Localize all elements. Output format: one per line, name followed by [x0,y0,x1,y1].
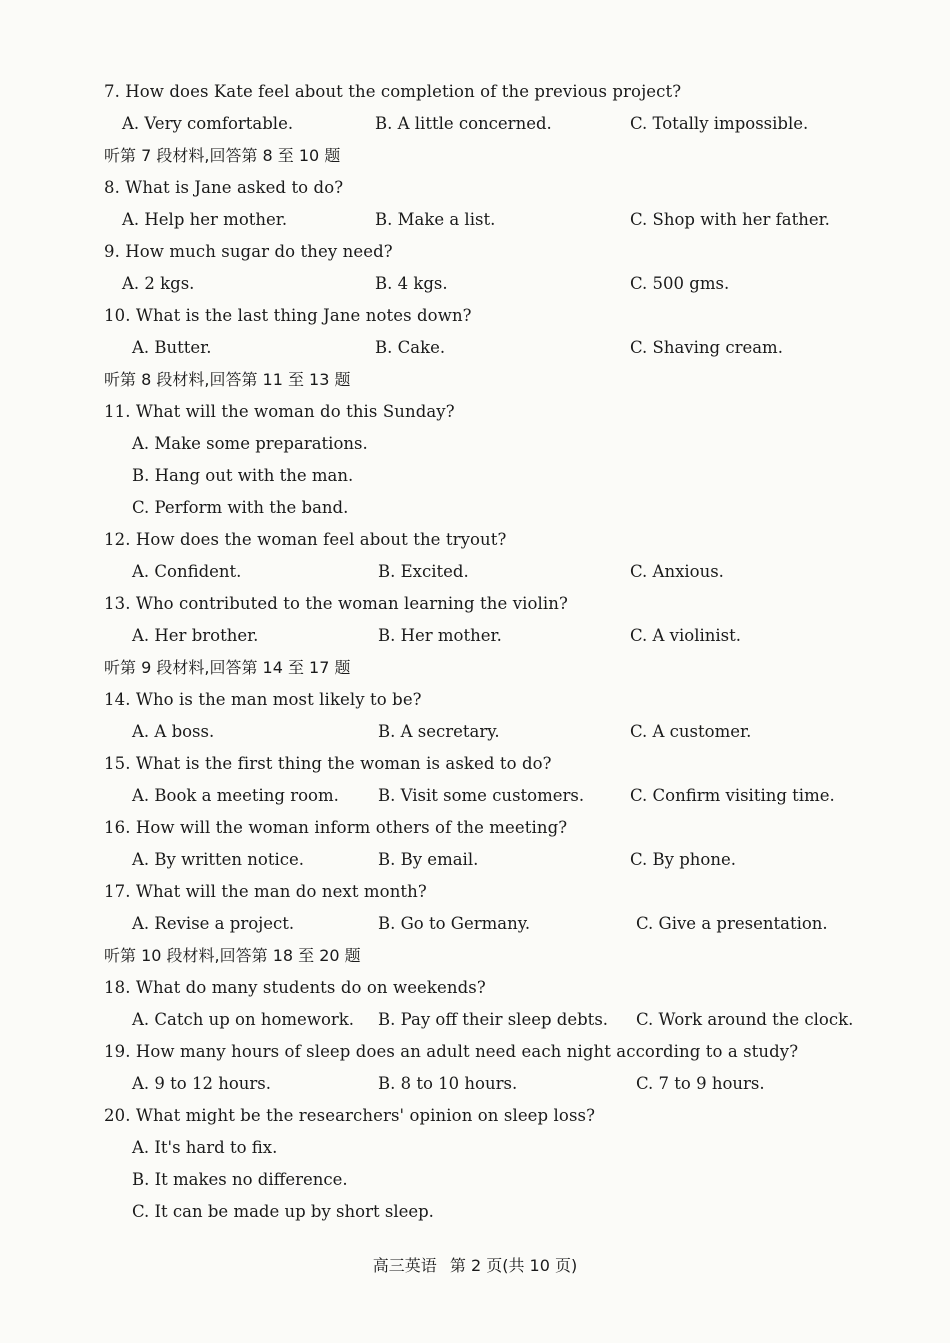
question-13-options [0,620,950,652]
option-a: A. Her brother. [132,626,259,645]
question-text: 8. What is Jane asked to do? [104,178,344,197]
option-a: A. By written notice. [132,850,305,869]
question-18-options [0,1004,950,1036]
question-11 [0,396,950,428]
question-17 [0,876,950,908]
question-19-options [0,1068,950,1100]
footer-subject: 高三英语 [372,1256,437,1275]
option-b: B. Go to Germany. [378,914,531,933]
option-a: A. Catch up on homework. [132,1010,355,1029]
question-14 [0,684,950,716]
question-text: 13. Who contributed to the woman learning the violin? [104,594,568,613]
question-text: 19. How many hours of sleep does an adult need each night according to a study? [104,1042,799,1061]
question-text: 7. How does Kate feel about the completion of the previous project? [104,82,682,101]
question-text: 18. What do many students do on weekends? [104,978,486,997]
question-8-options [0,204,950,236]
option-b: B. Her mother. [378,626,502,645]
option-b: B. A little concerned. [375,114,552,133]
section-text: 听第 9 段材料,回答第 14 至 17 题 [104,658,351,677]
question-18 [0,972,950,1004]
option-b: B. By email. [378,850,479,869]
option-c: C. Anxious. [630,562,724,581]
option-b: B. Excited. [378,562,469,581]
option-a: A. A boss. [132,722,215,741]
page-footer [0,1250,950,1282]
question-8 [0,172,950,204]
question-14-options [0,716,950,748]
option-a: A. 9 to 12 hours. [132,1074,271,1093]
option-c: C. By phone. [630,850,736,869]
question-15-options [0,780,950,812]
section-text: 听第 10 段材料,回答第 18 至 20 题 [104,946,361,965]
section-text: 听第 8 段材料,回答第 11 至 13 题 [104,370,351,389]
question-11-option-b-line [0,460,950,492]
option-b: B. Visit some customers. [378,786,585,805]
option-b: B. Hang out with the man. [132,466,354,485]
question-11-option-a-line [0,428,950,460]
question-text: 15. What is the first thing the woman is asked to do? [104,754,552,773]
question-text: 9. How much sugar do they need? [104,242,393,261]
question-text: 10. What is the last thing Jane notes down? [104,306,472,325]
question-15 [0,748,950,780]
section-text: 听第 7 段材料,回答第 8 至 10 题 [104,146,341,165]
option-c: C. Totally impossible. [630,114,809,133]
option-b: B. Make a list. [375,210,496,229]
option-c: C. Perform with the band. [132,498,349,517]
question-20-option-a-line [0,1132,950,1164]
option-a: A. Make some preparations. [132,434,368,453]
question-text: 12. How does the woman feel about the tryout? [104,530,507,549]
question-text: 20. What might be the researchers' opinion on sleep loss? [104,1106,596,1125]
option-a: A. 2 kgs. [122,274,195,293]
question-11-option-c-line [0,492,950,524]
option-c: C. A violinist. [630,626,742,645]
section-heading-7 [0,140,950,172]
question-16 [0,812,950,844]
option-c: C. It can be made up by short sleep. [132,1202,434,1221]
question-20 [0,1100,950,1132]
question-text: 14. Who is the man most likely to be? [104,690,422,709]
question-13 [0,588,950,620]
option-c: C. Shaving cream. [630,338,783,357]
option-a: A. Help her mother. [122,210,288,229]
option-b: B. A secretary. [378,722,500,741]
question-9 [0,236,950,268]
question-10 [0,300,950,332]
option-a: A. Confident. [132,562,242,581]
option-b: B. 4 kgs. [375,274,448,293]
question-17-options [0,908,950,940]
option-a: A. Butter. [132,338,212,357]
option-b: B. Cake. [375,338,446,357]
question-16-options [0,844,950,876]
question-12-options [0,556,950,588]
question-7 [0,76,950,108]
question-19 [0,1036,950,1068]
question-20-option-c-line [0,1196,950,1228]
section-heading-10 [0,940,950,972]
option-a: A. Very comfortable. [122,114,294,133]
option-b: B. Pay off their sleep debts. [378,1010,609,1029]
option-c: C. Work around the clock. [636,1010,854,1029]
section-heading-9 [0,652,950,684]
option-a: A. Revise a project. [132,914,295,933]
question-text: 16. How will the woman inform others of the meeting? [104,818,568,837]
option-c: C. Shop with her father. [630,210,830,229]
question-9-options [0,268,950,300]
question-10-options [0,332,950,364]
option-c: C. A customer. [630,722,752,741]
question-12 [0,524,950,556]
option-c: C. 7 to 9 hours. [636,1074,765,1093]
option-c: C. Give a presentation. [636,914,828,933]
footer-page-number: 第 2 页(共 10 页) [449,1256,578,1275]
question-20-option-b-line [0,1164,950,1196]
option-b: B. 8 to 10 hours. [378,1074,518,1093]
question-text: 11. What will the woman do this Sunday? [104,402,455,421]
option-a: A. It's hard to fix. [132,1138,278,1157]
option-c: C. Confirm visiting time. [630,786,835,805]
option-b: B. It makes no difference. [132,1170,348,1189]
question-text: 17. What will the man do next month? [104,882,427,901]
question-7-options [0,108,950,140]
section-heading-8 [0,364,950,396]
option-c: C. 500 gms. [630,274,730,293]
option-a: A. Book a meeting room. [132,786,339,805]
